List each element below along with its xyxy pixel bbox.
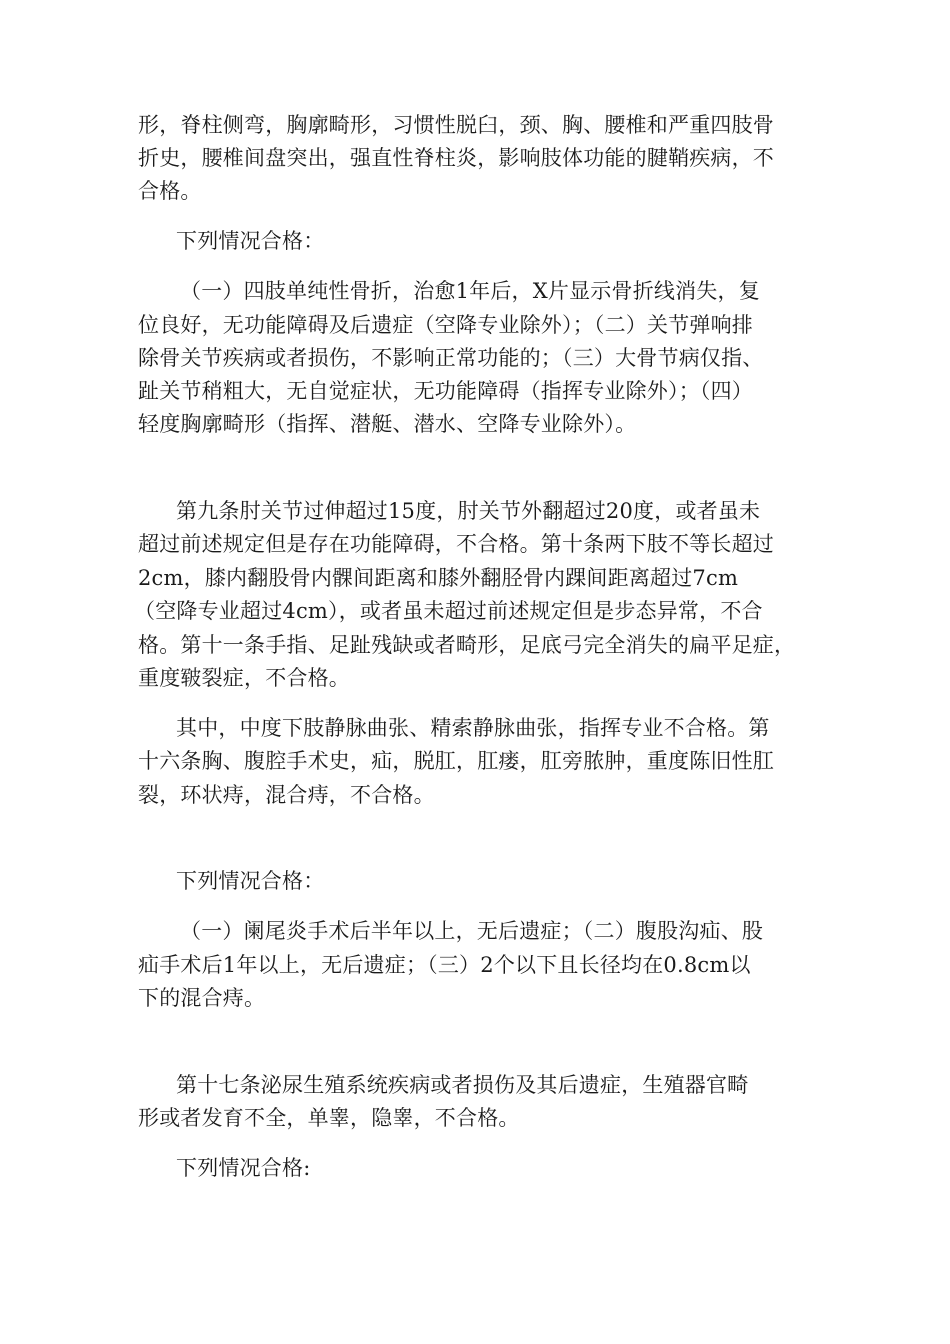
text-line: 格。第十一条手指、足趾残缺或者畸形，足底弓完全消失的扁平足症， [138,633,796,657]
text-line: 形，脊柱侧弯，胸廓畸形，习惯性脱臼，颈、胸、腰椎和严重四肢骨 [138,113,774,137]
text-line: 除骨关节疾病或者损伤，不影响正常功能的；（三）大骨节病仅指、 [138,346,764,370]
text-line: 第九条肘关节过伸超过15度，肘关节外翻超过20度，或者虽未 [176,499,761,523]
text-line: 下的混合痔。 [138,986,266,1010]
text-line: 合格。 [138,179,202,203]
text-line: 2cm，膝内翻股骨内髁间距离和膝外翻胫骨内踝间距离超过7cm [138,566,739,590]
text-line: 形或者发育不全，单睾，隐睾，不合格。 [138,1106,520,1130]
text-line: 轻度胸廓畸形（指挥、潜艇、潜水、空降专业除外）。 [138,412,637,436]
text-line: 趾关节稍粗大，无自觉症状，无功能障碍（指挥专业除外）；（四） [138,379,753,403]
text-line: 第十七条泌尿生殖系统疾病或者损伤及其后遗症，生殖器官畸 [176,1073,749,1097]
text-line: 十六条胸、腹腔手术史，疝，脱肛，肛瘘，肛旁脓肿，重度陈旧性肛 [138,749,774,773]
text-line: 下列情况合格： [176,229,325,253]
text-line: 下列情况合格: [176,1156,311,1180]
text-line: 裂，环状痔，混合痔，不合格。 [138,783,435,807]
text-line: 下列情况合格： [176,869,325,893]
text-line: 位良好，无功能障碍及后遗症（空降专业除外）；（二）关节弹响排 [138,313,753,337]
text-line: （一）阑尾炎手术后半年以上，无后遗症；（二）腹股沟疝、股 [180,919,764,943]
text-line: 重度皲裂症，不合格。 [138,666,350,690]
text-line: 超过前述规定但是存在功能障碍，不合格。第十条两下肢不等长超过 [138,532,774,556]
text-line: 其中，中度下肢静脉曲张、精索静脉曲张，指挥专业不合格。第 [176,716,770,740]
text-line: 疝手术后1年以上，无后遗症；（三）2个以下且长径均在0.8cm以 [138,953,751,977]
text-line: 折史，腰椎间盘突出，强直性脊柱炎，影响肢体功能的腱鞘疾病，不 [138,146,774,170]
text-line: （空降专业超过4cm），或者虽未超过前述规定但是步态异常，不合 [134,599,763,623]
text-line: （一）四肢单纯性骨折，治愈1年后，X片显示骨折线消失，复 [180,279,760,303]
